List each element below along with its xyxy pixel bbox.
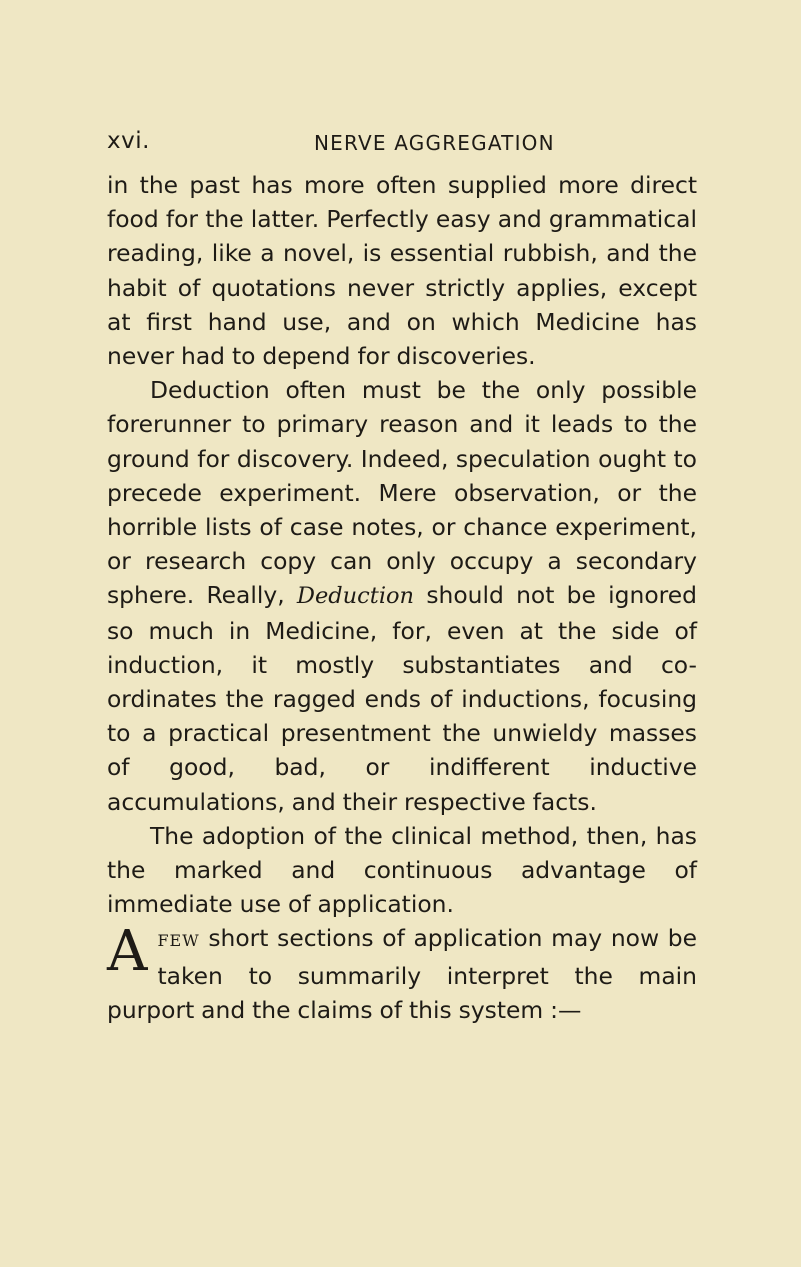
paragraph-deduction-text-b: should not be ignored so much in Medicine, for, even at the side of induction, it mostly substantiates and co-ordinates the ragged ends of inductions, focusing to a practical presentment the unwieldy masses of good, bad, or indifferent inductive accumulations, and their respective facts. xyxy=(107,581,697,816)
running-head xyxy=(107,128,697,158)
drop-cap: A xyxy=(107,919,148,985)
small-caps-word: FEW xyxy=(157,931,200,951)
running-title: NERVE AGGREGATION xyxy=(314,131,555,155)
paragraph-deduction-text-a: Deduction often must be the only possible forerunner to primary reason and it leads to the ground for discovery. Indeed, speculation ought to precede experiment. Mere observation, or the horrible lists of case notes, or chance experiment, or research copy can only occupy a secondary sphere. Really, xyxy=(107,376,697,610)
paragraph-clinical-method: The adoption of the clinical method, then, has the marked and continuous advantage of immediate use of application. xyxy=(107,821,697,919)
page-number: xvi. xyxy=(107,128,150,154)
paragraph-sections-intro-text: short sections of application may now be taken to summarily interpret the main purport and the claims of this system :— xyxy=(107,924,697,1024)
paragraph-continuation: in the past has more often supplied more direct food for the latter. Perfectly easy and grammatical reading, like a novel, is essential rubbish, and the habit of quotations never strictly applies, except at first hand use, and on which Medicine has never had to depend for discoveries. xyxy=(107,171,697,371)
italic-term-deduction: Deduction xyxy=(296,583,415,610)
paragraph-deduction xyxy=(107,373,697,819)
paragraph-sections-intro xyxy=(107,921,697,1027)
body-text xyxy=(107,168,697,1027)
